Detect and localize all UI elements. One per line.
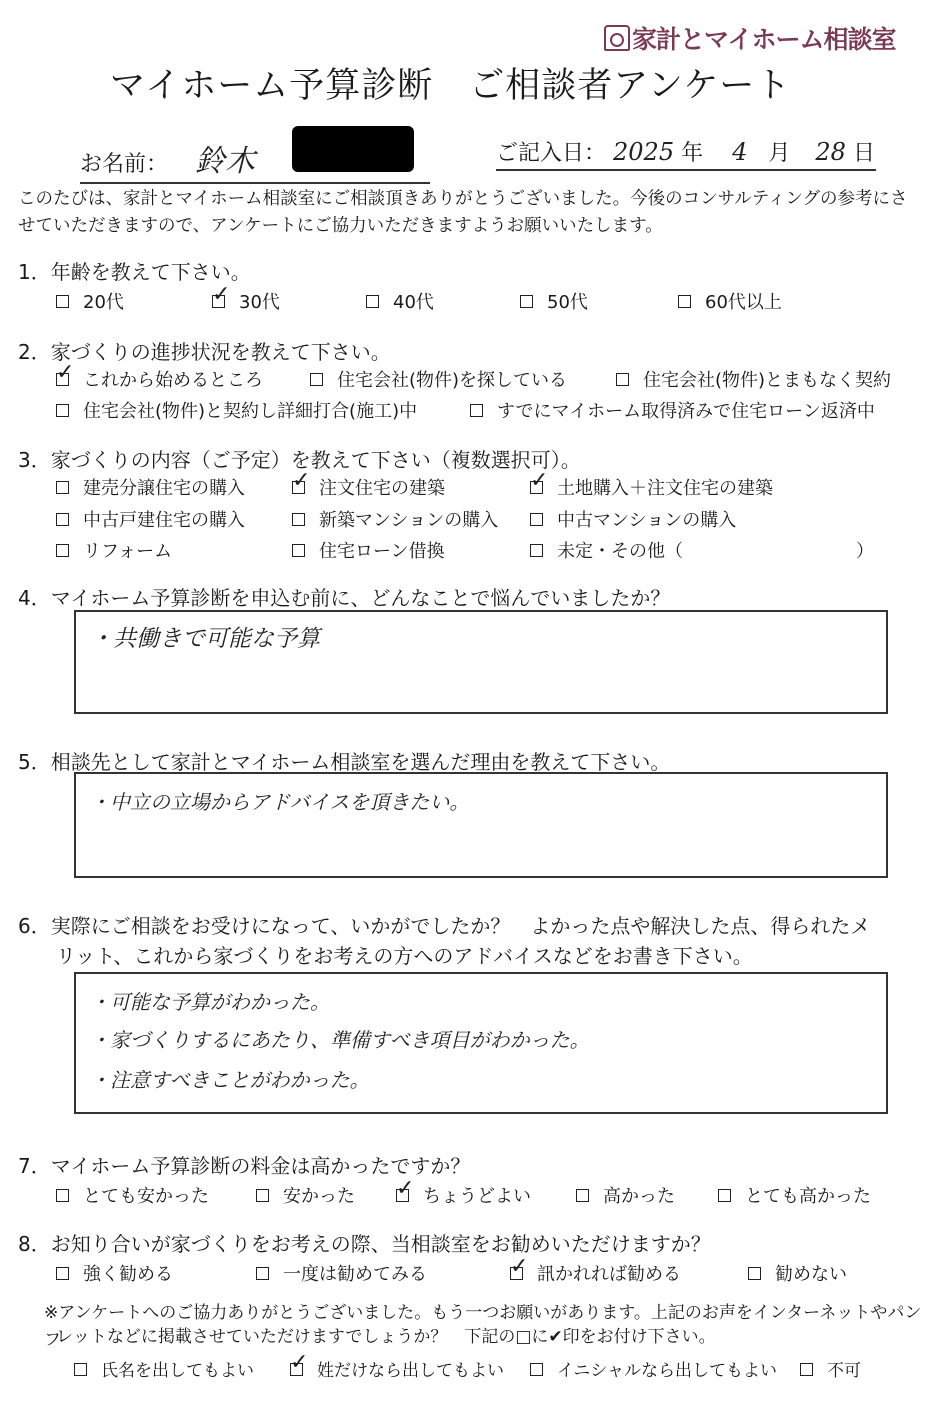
checkbox[interactable]: [366, 295, 379, 308]
q3-option[interactable]: 建売分譲住宅の購入: [56, 474, 245, 500]
checkbox[interactable]: [616, 373, 629, 386]
day-unit: 日: [852, 141, 875, 166]
logo: [604, 20, 896, 56]
q2-option[interactable]: すでにマイホーム取得済みで住宅ローン返済中: [470, 397, 875, 423]
date-month: 4: [732, 138, 748, 166]
checkbox-checked[interactable]: [56, 373, 69, 386]
footer-note-line1: ※アンケートへのご協力ありがとうございました。もう一つお願いがあります。上記のお声をインターネットやパンフ: [44, 1303, 922, 1350]
checkbox[interactable]: [56, 544, 69, 557]
q2-option[interactable]: 住宅会社(物件)と契約し詳細打合(施工)中: [56, 397, 417, 423]
checkbox[interactable]: [256, 1189, 269, 1202]
q8-label: 8．お知り合いが家づくりをお考えの際、当相談室をお勧めいただけますか？: [18, 1232, 711, 1256]
q4-answer: ・共働きで可能な予算: [90, 626, 320, 652]
checkbox[interactable]: [800, 1363, 813, 1376]
q3-label: 3．家づくりの内容（ご予定）を教えて下さい（複数選択可）。: [18, 448, 581, 472]
name-value: 鈴木: [195, 144, 256, 179]
q6-label-line2: リット、これから家づくりをお考えの方へのアドバイスなどをお書き下さい。: [56, 944, 753, 968]
checkbox[interactable]: [56, 1189, 69, 1202]
redaction-block: [292, 126, 414, 172]
checkbox[interactable]: [520, 295, 533, 308]
date-day: 28: [815, 138, 846, 166]
q5-answer: ・中立の立場からアドバイスを頂きたい。: [90, 790, 470, 814]
q3-other-close: ）: [856, 541, 874, 562]
date-field: [496, 136, 876, 171]
q8-option[interactable]: 強く勧める: [56, 1260, 173, 1286]
q1-option[interactable]: 50代: [520, 288, 588, 314]
consent-option[interactable]: 氏名を出してもよい: [74, 1356, 254, 1381]
q2-label: 2．家づくりの進捗状況を教えて下さい。: [18, 340, 391, 364]
checkbox-checked[interactable]: [292, 481, 305, 494]
q2-option[interactable]: 住宅会社(物件)を探している: [310, 366, 567, 392]
q6-answer-line: ・可能な予算がわかった。: [90, 990, 330, 1014]
q3-option[interactable]: ✓ 注文住宅の建築: [292, 474, 445, 500]
checkbox[interactable]: [292, 544, 305, 557]
checkbox-checked[interactable]: [530, 481, 543, 494]
q6-answer-box[interactable]: [74, 972, 888, 1114]
checkbox[interactable]: [56, 481, 69, 494]
checkbox[interactable]: [576, 1189, 589, 1202]
checkbox[interactable]: [678, 295, 691, 308]
q3-option[interactable]: 中古戸建住宅の購入: [56, 506, 245, 532]
checkbox[interactable]: [530, 1363, 543, 1376]
q3-option[interactable]: 住宅ローン借換: [292, 537, 445, 563]
q7-option[interactable]: とても安かった: [56, 1182, 209, 1208]
q8-option[interactable]: 勧めない: [748, 1260, 847, 1286]
date-year: 2025: [613, 138, 675, 166]
name-label: お名前：: [80, 152, 169, 177]
q5-label: 5．相談先として家計とマイホーム相談室を選んだ理由を教えて下さい。: [18, 750, 671, 774]
checkbox[interactable]: [56, 1267, 69, 1280]
q3-option[interactable]: リフォーム: [56, 537, 172, 563]
checkbox[interactable]: [530, 513, 543, 526]
footer-note-line2: レットなどに掲載させていただけますでしょうか？ 下記の□に✔印をお付け下さい。: [56, 1327, 716, 1347]
checkbox[interactable]: [748, 1267, 761, 1280]
consent-option[interactable]: ✓ 姓だけなら出してもよい: [290, 1356, 504, 1381]
q7-option[interactable]: 安かった: [256, 1182, 355, 1208]
logo-text: 家計とマイホーム相談室: [632, 25, 896, 54]
checkbox[interactable]: [470, 404, 483, 417]
checkbox[interactable]: [292, 513, 305, 526]
q3-option[interactable]: 中古マンションの購入: [530, 506, 736, 532]
q8-option[interactable]: ✓ 訊かれれば勧める: [510, 1260, 681, 1286]
q6-label-line1: 6．実際にご相談をお受けになって、いかがでしたか？ よかった点や解決した点、得られたメ: [18, 914, 871, 938]
checkbox[interactable]: [256, 1267, 269, 1280]
checkbox-checked[interactable]: [290, 1363, 303, 1376]
q2-option[interactable]: 住宅会社(物件)とまもなく契約: [616, 366, 891, 392]
q1-label: 1．年齢を教えて下さい。: [18, 260, 251, 284]
checkbox[interactable]: [56, 513, 69, 526]
page-title: マイホーム予算診断 ご相談者アンケート: [110, 66, 792, 106]
q1-option[interactable]: 60代以上: [678, 288, 782, 314]
q7-option[interactable]: とても高かった: [718, 1182, 871, 1208]
q3-option[interactable]: 新築マンションの購入: [292, 506, 498, 532]
q7-label: 7．マイホーム予算診断の料金は高かったですか？: [18, 1154, 471, 1178]
checkbox-checked[interactable]: [510, 1267, 523, 1280]
house-icon: [604, 25, 630, 51]
consent-option[interactable]: 不可: [800, 1356, 861, 1381]
checkbox[interactable]: [56, 404, 69, 417]
q8-option[interactable]: 一度は勧めてみる: [256, 1260, 427, 1286]
checkbox[interactable]: [74, 1363, 87, 1376]
month-unit: 月: [768, 141, 791, 166]
intro-text: このたびは、家計とマイホーム相談室にご相談頂きありがとうございました。今後のコンサルティングの参考にさせていただきますので、アンケートにご協力いただきますようお願いいたします。: [18, 189, 908, 236]
q2-option[interactable]: ✓これから始めるところ: [56, 366, 263, 392]
checkbox-checked[interactable]: [396, 1189, 409, 1202]
q1-option[interactable]: 20代: [56, 288, 124, 314]
q3-option[interactable]: 未定・その他（: [530, 537, 683, 563]
q7-option[interactable]: ✓ ちょうどよい: [396, 1182, 531, 1208]
date-label: ご記入日：: [496, 141, 607, 166]
consent-option[interactable]: イニシャルなら出してもよい: [530, 1356, 777, 1381]
q4-label: 4．マイホーム予算診断を申込む前に、どんなことで悩んでいましたか？: [18, 586, 671, 610]
q5-answer-box[interactable]: [74, 772, 888, 878]
q6-answer-line: ・注意すべきことがわかった。: [90, 1068, 370, 1092]
checkbox[interactable]: [310, 373, 323, 386]
checkbox[interactable]: [718, 1189, 731, 1202]
q4-answer-box[interactable]: [74, 610, 888, 714]
q7-option[interactable]: 高かった: [576, 1182, 675, 1208]
q3-option[interactable]: ✓ 土地購入＋注文住宅の建築: [530, 474, 773, 500]
checkbox[interactable]: [56, 295, 69, 308]
checkbox[interactable]: [530, 544, 543, 557]
q1-option[interactable]: 40代: [366, 288, 434, 314]
q6-answer-line: ・家づくりするにあたり、準備すべき項目がわかった。: [90, 1028, 590, 1052]
q1-option[interactable]: ✓ 30代: [212, 288, 280, 314]
year-unit: 年: [681, 141, 704, 166]
checkbox-checked[interactable]: [212, 295, 225, 308]
